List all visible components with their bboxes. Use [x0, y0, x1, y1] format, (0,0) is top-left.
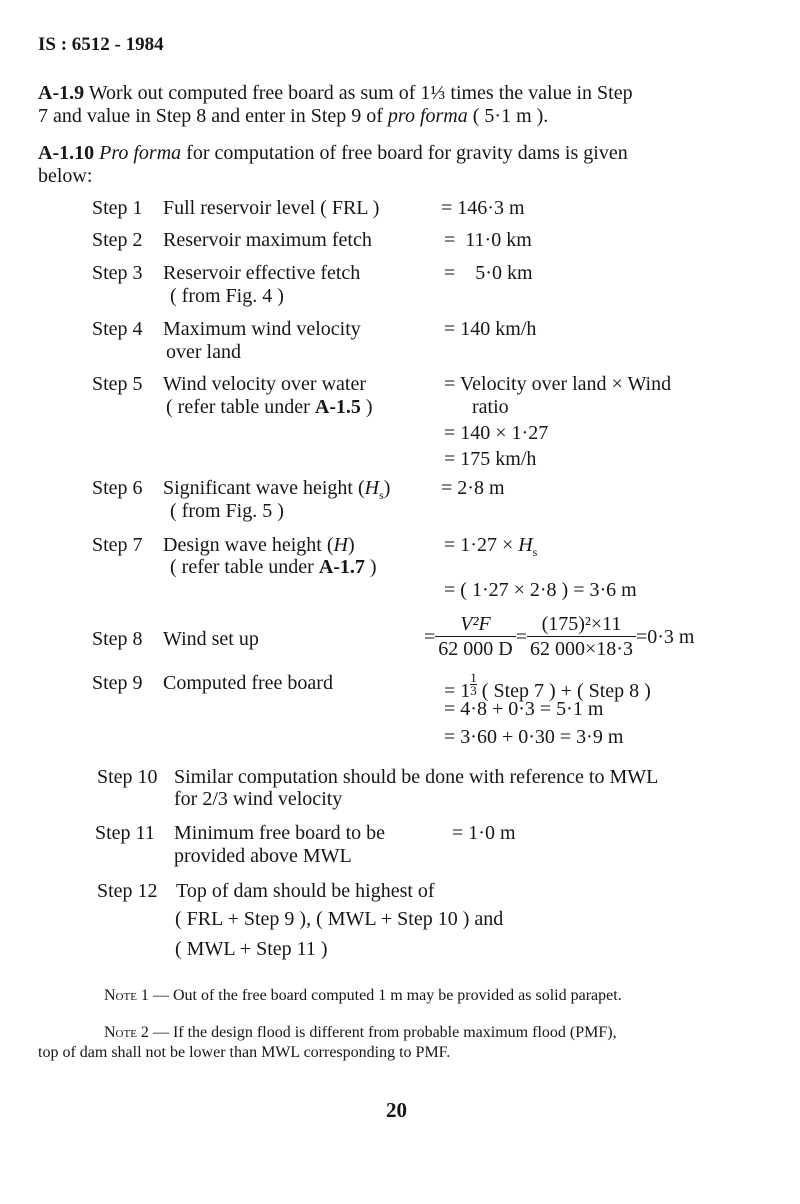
note-2-line1: Note 2 — If the design flood is different from probable maximum flood (PMF),: [104, 1024, 617, 1041]
step-9-value3: = 3·60 + 0·30 = 3·9 m: [444, 726, 624, 748]
step-4-text2: over land: [166, 341, 241, 363]
step-12-text: Top of dam should be highest of: [176, 880, 435, 902]
step-10-label: Step 10: [97, 766, 158, 788]
step-5-value4: = 175 km/h: [444, 448, 537, 470]
note-1-label: Note 1: [104, 987, 149, 1004]
step-5-label: Step 5: [92, 373, 143, 395]
step-12-text3: ( MWL + Step 11 ): [175, 938, 328, 960]
step-7-value1: = $1\cdot 27 \times H_s$: [444, 534, 538, 559]
para-a110-id: A-1.10: [38, 142, 95, 164]
step-7-text2: ( refer table under A-1.7 ): [170, 556, 377, 578]
step-6-text: Significant wave height $(H_s)$: [163, 477, 391, 502]
para-a19-text1: Work out computed free board as sum of 1⅓ times the value in Step: [88, 82, 633, 104]
step-10-text: Similar computation should be done with reference to MWL: [174, 766, 659, 788]
step-7-text: Design wave height (H): [163, 534, 355, 556]
step-7-value2: = ( 1·27 × 2·8 ) = 3·6 m: [444, 579, 637, 601]
step-9-text: Computed free board: [163, 672, 333, 694]
step-3-value: = 5·0 km: [444, 262, 533, 284]
step-5-text2: ( refer table under A-1.5 ): [166, 396, 373, 418]
step-2-text: Reservoir maximum fetch: [163, 229, 372, 251]
para-a19-line2: 7 and value in Step 8 and enter in Step 9 of pro forma ( 5·1 m ).: [38, 105, 549, 127]
step-6-text2: ( from Fig. 5 ): [170, 500, 284, 522]
standard-header: IS : 6512 - 1984: [38, 34, 164, 55]
step-2-label: Step 2: [92, 229, 143, 251]
step-11-label: Step 11: [95, 822, 155, 844]
step-1-label: Step 1: [92, 197, 143, 219]
step-11-text: Minimum free board to be: [174, 822, 386, 844]
step-5-text: Wind velocity over water: [163, 373, 367, 395]
step-5-value1: = Velocity over land × Wind: [444, 373, 672, 395]
note-1: Note 1 — Out of the free board computed 1 m may be provided as solid parapet.: [104, 987, 622, 1004]
step-3-text: Reservoir effective fetch: [163, 262, 361, 284]
para-a110-line2: below:: [38, 165, 93, 187]
step-8-equation: = $\frac{\text{V²F}}{62 000 D}$ = $\frac{\text{(175)²×11}}{62 000\times 18\cdot 3}$ =0·3 m: [424, 613, 695, 660]
page-number: 20: [386, 1098, 407, 1122]
note-2-line2: top of dam shall not be lower than MWL corresponding to PMF.: [38, 1044, 451, 1061]
step-4-text: Maximum wind velocity: [163, 318, 361, 340]
mixed-fraction: $\frac{1}{3}$: [470, 670, 477, 698]
step-3-label: Step 3: [92, 262, 143, 284]
fraction-wind-setup-values: $\frac{\text{(175)²×11}}{62 000\times 18\cdot 3}$: [527, 612, 636, 661]
para-a19-id: A-1.9: [38, 82, 85, 104]
para-a19-line1: [38, 81, 633, 105]
step-10-text2: for 2/3 wind velocity: [174, 788, 343, 810]
step-6-label: Step 6: [92, 477, 143, 499]
note-2-label: Note 2: [104, 1024, 149, 1041]
step-12-label: Step 12: [97, 880, 158, 902]
step-7-label: Step 7: [92, 534, 143, 556]
para-a110-line1: A-1.10 Pro forma for computation of free board for gravity dams is given: [38, 142, 628, 164]
step-1-value: = 146·3 m: [441, 197, 525, 219]
step-5-value2: ratio: [472, 396, 509, 418]
step-5-value3: = 140 × 1·27: [444, 422, 549, 444]
step-2-value: = 11·0 km: [444, 229, 532, 251]
step-11-text2: provided above MWL: [174, 845, 352, 867]
step-9-label: Step 9: [92, 672, 143, 694]
step-9-value2: = 4·8 + 0·3 = 5·1 m: [444, 698, 604, 720]
step-3-text2: ( from Fig. 4 ): [170, 285, 284, 307]
step-4-value: = 140 km/h: [444, 318, 537, 340]
fraction-wind-setup-formula: $\frac{\text{V²F}}{62 000 D}$: [435, 612, 515, 661]
step-4-label: Step 4: [92, 318, 143, 340]
step-11-value: = 1·0 m: [452, 822, 516, 844]
step-9-value1: = 1 $\frac{1}{3}$ ( Step 7 ) + ( Step 8 ): [444, 670, 651, 702]
step-8-text: Wind set up: [163, 628, 259, 650]
step-12-text2: ( FRL + Step 9 ), ( MWL + Step 10 ) and: [175, 908, 504, 930]
step-6-value: = 2·8 m: [441, 477, 505, 499]
step-1-text: Full reservoir level ( FRL ): [163, 197, 380, 219]
step-8-label: Step 8: [92, 628, 143, 650]
